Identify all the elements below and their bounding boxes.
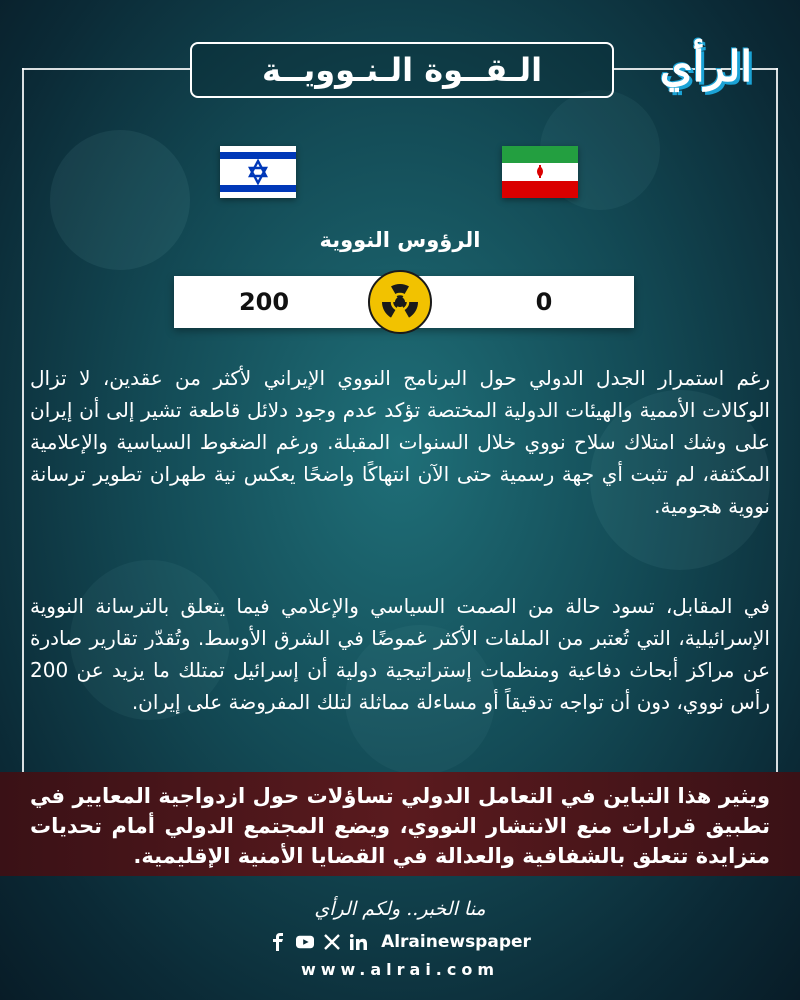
youtube-icon[interactable] — [296, 933, 314, 951]
social-links — [0, 932, 800, 952]
iran-warhead-count: 0 — [535, 288, 553, 316]
brand-logo[interactable] — [636, 30, 776, 102]
israel-warhead-count: 200 — [238, 288, 290, 316]
page-title: الـقــوة الـنـوويــة — [261, 51, 543, 89]
israel-flag-icon — [220, 146, 296, 198]
website-url[interactable]: www.alrai.com — [300, 960, 500, 979]
paragraph-israel: في المقابل، تسود حالة من الصمت السياسي والإعلامي فيما يتعلق بالترسانة النووية الإسرائيلية، التي تُعتبر من الملفات الأكثر غموضًا في الشرق الأوسط. وتُقدّر تقارير صادرة عن مراكز أبحاث دفاعية ومنظمات إستراتيجية دولية أن إسرائيل تمتلك ما يزيد عن 200 رأس نووي، دون أن تواجه تدقيقاً أو مساءلة مماثلة لتلك المفروضة على إيران. — [30, 594, 770, 714]
radiation-icon — [368, 270, 432, 334]
x-icon[interactable] — [323, 933, 341, 951]
title-box — [190, 42, 614, 98]
callout-text: ويثير هذا التباين في التعامل الدولي تساؤلات حول ازدواجية المعايير في تطبيق قرارات منع الانتشار النووي، ويضع المجتمع الدولي أمام تحديات متزايدة تتعلق بالشفافية والعدالة في القضايا الأمنية الإقليمية. — [30, 784, 770, 868]
paragraph-iran: رغم استمرار الجدل الدولي حول البرنامج النووي الإيراني لأكثر من عقدين، لا تزال الوكالات الأممية والهيئات الدولية المختصة تؤكد عدم وجود دلائل قاطعة تشير إلى أن إيران على وشك امتلاك سلاح نووي خلال السنوات المقبلة. ورغم الضغوط السياسية والإعلامية المكثفة، لم تثبت أي جهة رسمية حتى الآن انتهاكًا واضحًا يعكس نية طهران تطوير ترسانة نووية هجومية. — [30, 366, 770, 518]
linkedin-icon[interactable] — [350, 933, 368, 951]
facebook-icon[interactable] — [269, 933, 287, 951]
social-handle[interactable]: Alrainewspaper — [381, 932, 531, 952]
logo-text: الرأي — [659, 41, 753, 91]
footer-slogan: منا الخبر.. ولكم الرأي — [314, 898, 486, 920]
iran-flag-icon — [502, 146, 578, 198]
section-label: الرؤوس النووية — [319, 228, 481, 252]
